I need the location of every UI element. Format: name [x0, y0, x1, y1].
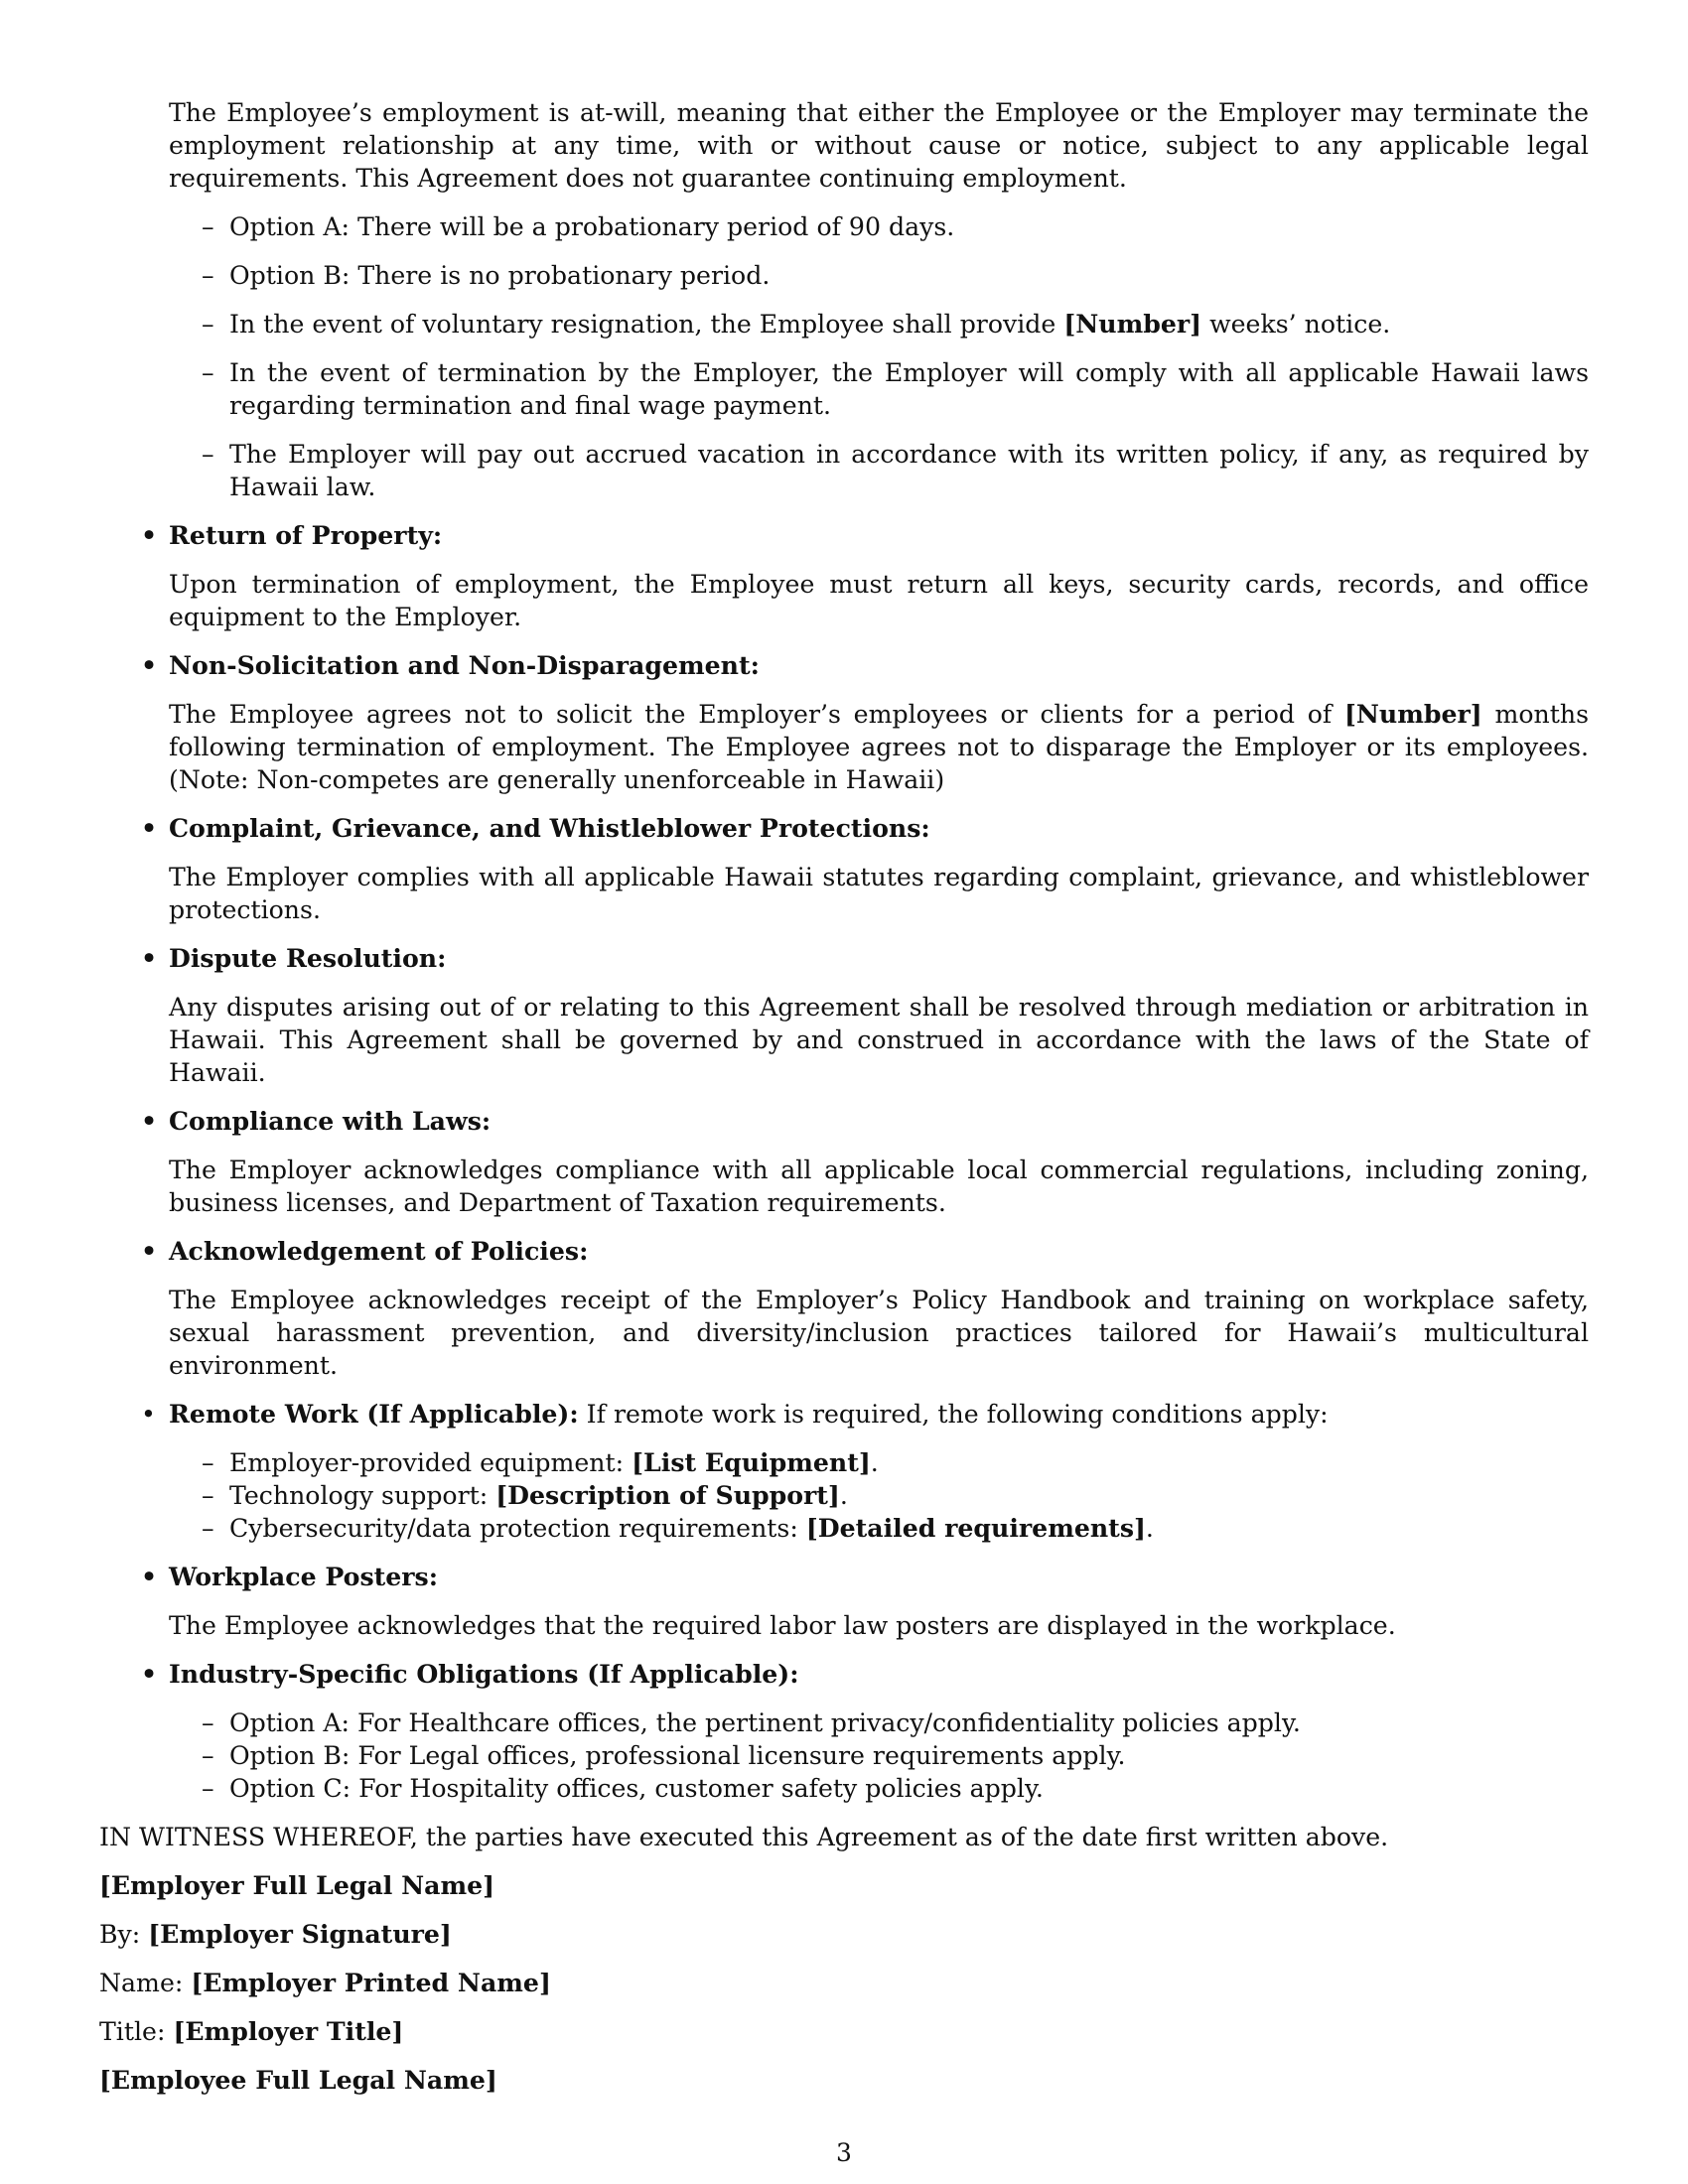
complaint-heading: • Complaint, Grievance, and Whistleblower Protections: — [169, 812, 1589, 845]
complaint-text: The Employer complies with all applicable Hawaii statutes regarding complaint, grievance, and whistleblower protections. — [169, 863, 1589, 924]
industry-option-b: – Option B: For Legal offices, professional licensure requirements apply. — [229, 1739, 1589, 1772]
remote-equipment — [229, 1446, 1589, 1479]
witness-clause: IN WITNESS WHEREOF, the parties have executed this Agreement as of the date first written above. — [99, 1823, 1389, 1851]
compliance-heading: • Compliance with Laws: — [169, 1105, 1589, 1138]
resignation-placeholder: [Number] — [1063, 309, 1202, 339]
remote-cybersecurity-label: Cybersecurity/data protection requirements: — [229, 1514, 806, 1543]
remote-work-text: If remote work is required, the following conditions apply: — [578, 1400, 1329, 1429]
remote-equipment-label: Employer-provided equipment: — [229, 1448, 633, 1477]
resignation-text-post: weeks’ notice. — [1201, 310, 1391, 339]
return-property-heading: • Return of Property: — [169, 519, 1589, 552]
non-solicitation-placeholder: [Number] — [1343, 699, 1482, 729]
non-solicitation-text — [169, 698, 1589, 796]
document-page — [99, 96, 1589, 2097]
remote-cybersecurity-suffix: . — [1145, 1514, 1154, 1543]
remote-work-item — [169, 1398, 1589, 1431]
vacation-payout: – The Employer will pay out accrued vacation in accordance with its written policy, if any, as required by Hawaii law. — [229, 438, 1589, 503]
signature-name-line — [99, 1967, 1589, 1999]
remote-equipment-suffix: . — [870, 1448, 879, 1477]
option-b-probation: – Option B: There is no probationary period. — [229, 259, 1589, 292]
signature-by-label: By: — [99, 1920, 149, 1949]
employer-printed-name-placeholder: [Employer Printed Name] — [191, 1968, 551, 1997]
acknowledgement-heading: • Acknowledgement of Policies: — [169, 1235, 1589, 1268]
non-solicitation-text-post: months following termination of employment. The Employee agrees not to disparage the Employer or its employees. (Note: Non-competes are generally unenforceable in Hawaii) — [169, 700, 1589, 794]
page-number: 3 — [836, 2138, 852, 2167]
remote-equipment-placeholder: [List Equipment] — [632, 1447, 871, 1477]
non-solicitation-heading: • Non-Solicitation and Non-Disparagement: — [169, 649, 1589, 682]
at-will-paragraph: The Employee’s employment is at-will, meaning that either the Employee or the Employer may terminate the employment relationship at any time, with or without cause or notice, subject to any applicable legal requirements. This Agreement does not guarantee continuing employment. — [169, 98, 1589, 193]
compliance-text: The Employer acknowledges compliance with all applicable local commercial regulations, including zoning, business licenses, and Department of Taxation requirements. — [169, 1156, 1589, 1217]
resignation-text-pre: In the event of voluntary resignation, the Employee shall provide — [229, 310, 1064, 339]
remote-cybersecurity — [229, 1512, 1589, 1545]
remote-work-heading: Remote Work (If Applicable): — [169, 1399, 579, 1429]
resignation-notice — [229, 308, 1589, 341]
employee-full-legal-name: [Employee Full Legal Name] — [99, 2065, 497, 2095]
remote-support — [229, 1479, 1589, 1512]
signature-by-line — [99, 1918, 1589, 1951]
remote-cybersecurity-placeholder: [Detailed requirements] — [805, 1513, 1146, 1543]
employer-full-legal-name: [Employer Full Legal Name] — [99, 1870, 495, 1900]
industry-option-a: – Option A: For Healthcare offices, the pertinent privacy/confidentiality policies apply. — [229, 1706, 1589, 1739]
return-property-text: Upon termination of employment, the Employee must return all keys, security cards, records, and office equipment to the Employer. — [169, 570, 1589, 631]
remote-support-suffix: . — [839, 1481, 848, 1510]
signature-name-label: Name: — [99, 1969, 192, 1997]
signature-title-label: Title: — [99, 2017, 174, 2046]
dispute-heading: • Dispute Resolution: — [169, 942, 1589, 975]
posters-text: The Employee acknowledges that the required labor law posters are displayed in the workplace. — [169, 1611, 1396, 1640]
remote-support-label: Technology support: — [229, 1481, 496, 1510]
industry-heading: • Industry-Specific Obligations (If Applicable): — [169, 1658, 1589, 1691]
non-solicitation-text-pre: The Employee agrees not to solicit the Employer’s employees or clients for a period of — [169, 700, 1344, 729]
remote-support-placeholder: [Description of Support] — [495, 1480, 840, 1510]
signature-title-line — [99, 2015, 1589, 2048]
employer-termination: – In the event of termination by the Employer, the Employer will comply with all applicable Hawaii laws regarding termination and final wage payment. — [229, 356, 1589, 422]
employer-signature-placeholder: [Employer Signature] — [148, 1919, 452, 1949]
acknowledgement-text: The Employee acknowledges receipt of the Employer’s Policy Handbook and training on workplace safety, sexual harassment prevention, and diversity/inclusion practices tailored for Hawaii’s multicultural environment. — [169, 1286, 1589, 1380]
dispute-text: Any disputes arising out of or relating to this Agreement shall be resolved through mediation or arbitration in Hawaii. This Agreement shall be governed by and construed in accordance with the laws of the State of Hawaii. — [169, 993, 1589, 1087]
industry-option-c: – Option C: For Hospitality offices, customer safety policies apply. — [229, 1772, 1589, 1805]
employer-title-placeholder: [Employer Title] — [173, 2016, 404, 2046]
option-a-probation: – Option A: There will be a probationary period of 90 days. — [229, 210, 1589, 243]
posters-heading: • Workplace Posters: — [169, 1561, 1589, 1593]
